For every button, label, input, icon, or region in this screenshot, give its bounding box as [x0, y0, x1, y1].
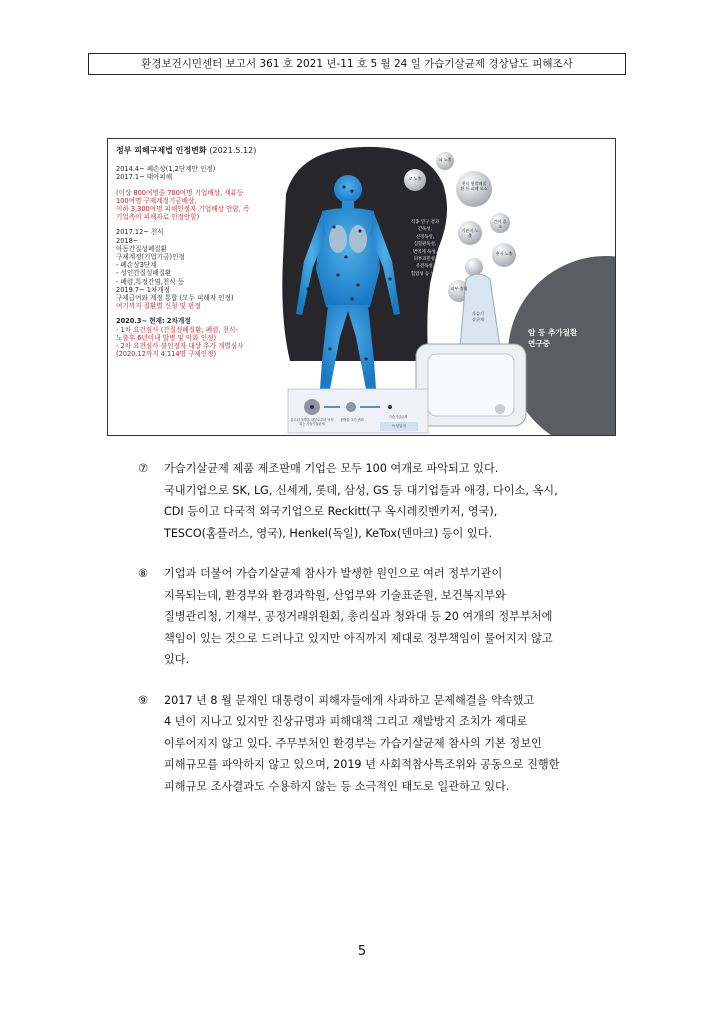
figure-lines [116, 165, 291, 358]
figure-line: 여기까지 질환별 신청 및 판정 [116, 302, 201, 311]
figure-line: - 성인간질성폐질환 [116, 269, 172, 278]
report-header: 환경보건시민센터 보고서 361 호 2021 년-11 호 5 월 24 일 가습기살균제 경상남도 피해조사 [88, 53, 626, 75]
figure-line: 2020.3~ 현재: 2차개정 [116, 317, 191, 326]
paragraph-number: ⑧ [138, 567, 149, 580]
paragraph-body [164, 563, 608, 671]
particle-caption-4: 독성입자 [392, 424, 406, 428]
figure-line: (이상 800여명중 700여명 기업배상, 세퓨등 [116, 188, 244, 197]
figure-line: 노출후 6년이내 발병 및 악화 인정) [116, 333, 217, 342]
paragraph-line: 4 년이 지나고 있지만 진상규명과 피해대책 그리고 재발방지 조치가 제대로 [164, 715, 528, 728]
numbered-paragraph [138, 690, 608, 798]
toxicity-item: 면역계 독성, [413, 249, 437, 255]
paragraph-body [164, 458, 608, 544]
paragraph-line: 국내기업으로 SK, LG, 신세계, 롯데, 삼성, GS 등 대기업들과 애경, 다이소, 옥시, [164, 483, 558, 497]
paragraph-line: 지목되는데, 환경부와 환경과학원, 산업부와 기술표준원, 보건복지부와 [164, 588, 506, 602]
particle-caption-3: 가습기살균제 [388, 415, 408, 419]
figure-title-date: (2021.5.12) [209, 146, 257, 155]
paragraph-line: 질병관리청, 기재부, 공정거래위원회, 총리실과 청와대 등 20 여개의 정부부처에 [164, 610, 553, 623]
figure-line: 2017.12~ 천식 [116, 228, 164, 237]
paragraph-line: 2017 년 8 월 문재인 대통령이 피해자들에게 사과하고 문제해결을 약속했고 [164, 693, 535, 707]
figure-line: 이하 3,300여명 피해인정자 기업배상 안함, 즉 [116, 205, 250, 214]
research-label-line: 연구중 [528, 339, 551, 348]
figure-legend-text [116, 147, 291, 358]
figure-panel [107, 138, 616, 436]
figure-title: 정부 피해구제법 인정변화 [116, 146, 207, 155]
figure-line: 기업측이 피해자로 인정안함) [116, 213, 200, 222]
figure-line: 2018~ [116, 236, 139, 245]
figure-line: - 2차 요건심사 불인정자 대상 추가 개별심사 [116, 342, 244, 351]
toxicity-item: 피부과민성, [413, 257, 437, 263]
bubble-label: 코 노출 [408, 176, 422, 181]
paragraph-line: 기업과 더불어 가습기살균제 참사가 발생한 원인으로 여러 정부기관이 [164, 567, 503, 580]
humidifier-label-line: 살균제 [471, 316, 485, 322]
numbered-paragraph [138, 458, 608, 544]
bubble-label: 피부 출혈 [450, 286, 468, 291]
paragraph-line: TESCO(홈플러스, 영국), Henkel(독일), KeTox(덴마크) 등이 있다. [164, 526, 493, 540]
body-paragraphs [138, 458, 608, 816]
figure-line: 100여명 구제계정기금배상, [116, 196, 197, 205]
bubble-label: 뇌 노출 [438, 157, 452, 162]
humidifier-label [466, 311, 490, 322]
toxicity-list [400, 219, 450, 278]
figure-line: 아동간질성폐질환 [116, 244, 167, 253]
page-number: 5 [357, 944, 367, 959]
toxicity-item: 간독성, [417, 227, 433, 233]
paragraph-body [164, 690, 608, 798]
paragraph-line: 이루어지지 않고 있다. 주무부처인 환경부는 가습기살균제 참사의 기본 정보인 [164, 736, 542, 750]
bubble-label: 추가 노출 [495, 251, 513, 256]
figure-line: 구제계정(기업기금)인정 [116, 253, 185, 262]
bubble-label: 천식 원발폐질환 등 피해 포소 [460, 181, 488, 191]
figure-line: 2017.1~ 태아피해 [116, 173, 173, 182]
toxicity-item: 혈압성 등 보고 [410, 271, 440, 277]
figure-line: (2020.12까지 4,114명 구제인정) [116, 350, 217, 359]
toxicity-item: 직종 연구 결과 [410, 220, 440, 225]
toxicity-item: 유전독성, [415, 264, 435, 270]
particle-caption-1: 분무된 물방울 내부로부터 낙석되는 가습기살균제 [290, 418, 334, 426]
figure-line: 2019.7~ 1차개정 [116, 285, 170, 294]
figure-line: - 폐렴,특정간염,천식 등 [116, 277, 185, 286]
paragraph-line: CDI 등이고 다국적 외국기업으로 Reckitt(구 옥시레킷벤키저, 영국), [164, 505, 498, 518]
paragraph-number: ⑦ [138, 462, 149, 475]
figure-line: - 폐손상3단계 [116, 261, 157, 270]
particle-caption-2: 물방울 크기 변화 [340, 418, 364, 422]
humidifier-graphic [416, 274, 526, 426]
figure-line: 구제급여와 계정 통합 (모두 피해자 인정) [116, 294, 234, 303]
paragraph-line: 있다. [164, 653, 190, 666]
numbered-paragraph [138, 563, 608, 671]
paragraph-line: 가습기살균제 제품 제조판매 기업은 모두 100 여개로 파악되고 있다. [164, 462, 499, 475]
figure-line: 2014.4~ 폐손상(1,2단계만 인정) [116, 165, 216, 174]
research-label [528, 327, 577, 349]
paragraph-line: 책임이 있는 것으로 드러나고 있지만 아직까지 제대로 정부책임이 물어지지 않고 [164, 631, 553, 645]
toxicity-item: 신경독성, [415, 234, 435, 240]
bubble-label: 기관지 노출 [461, 228, 479, 238]
paragraph-line: 피해규모를 파악하지 않고 있으며, 2019 년 사회적참사특조위와 공동으로 진행한 [164, 758, 560, 771]
toxicity-item: 심혈관독성, [413, 242, 437, 248]
humidifier-label-line: 가습기 [471, 311, 485, 316]
paragraph-number: ⑨ [138, 693, 149, 707]
figure-line [116, 182, 291, 189]
paragraph-line: 피해규모 조사결과도 수용하지 않는 등 소극적인 태도로 일관하고 있다. [164, 779, 510, 793]
bubble-label: 간이 증소 [493, 219, 507, 229]
figure-line: - 1차 요건심사 (간질성폐질환, 폐렴, 천식- [116, 325, 238, 334]
research-label-line: 암 등 추가질환 [528, 328, 578, 337]
